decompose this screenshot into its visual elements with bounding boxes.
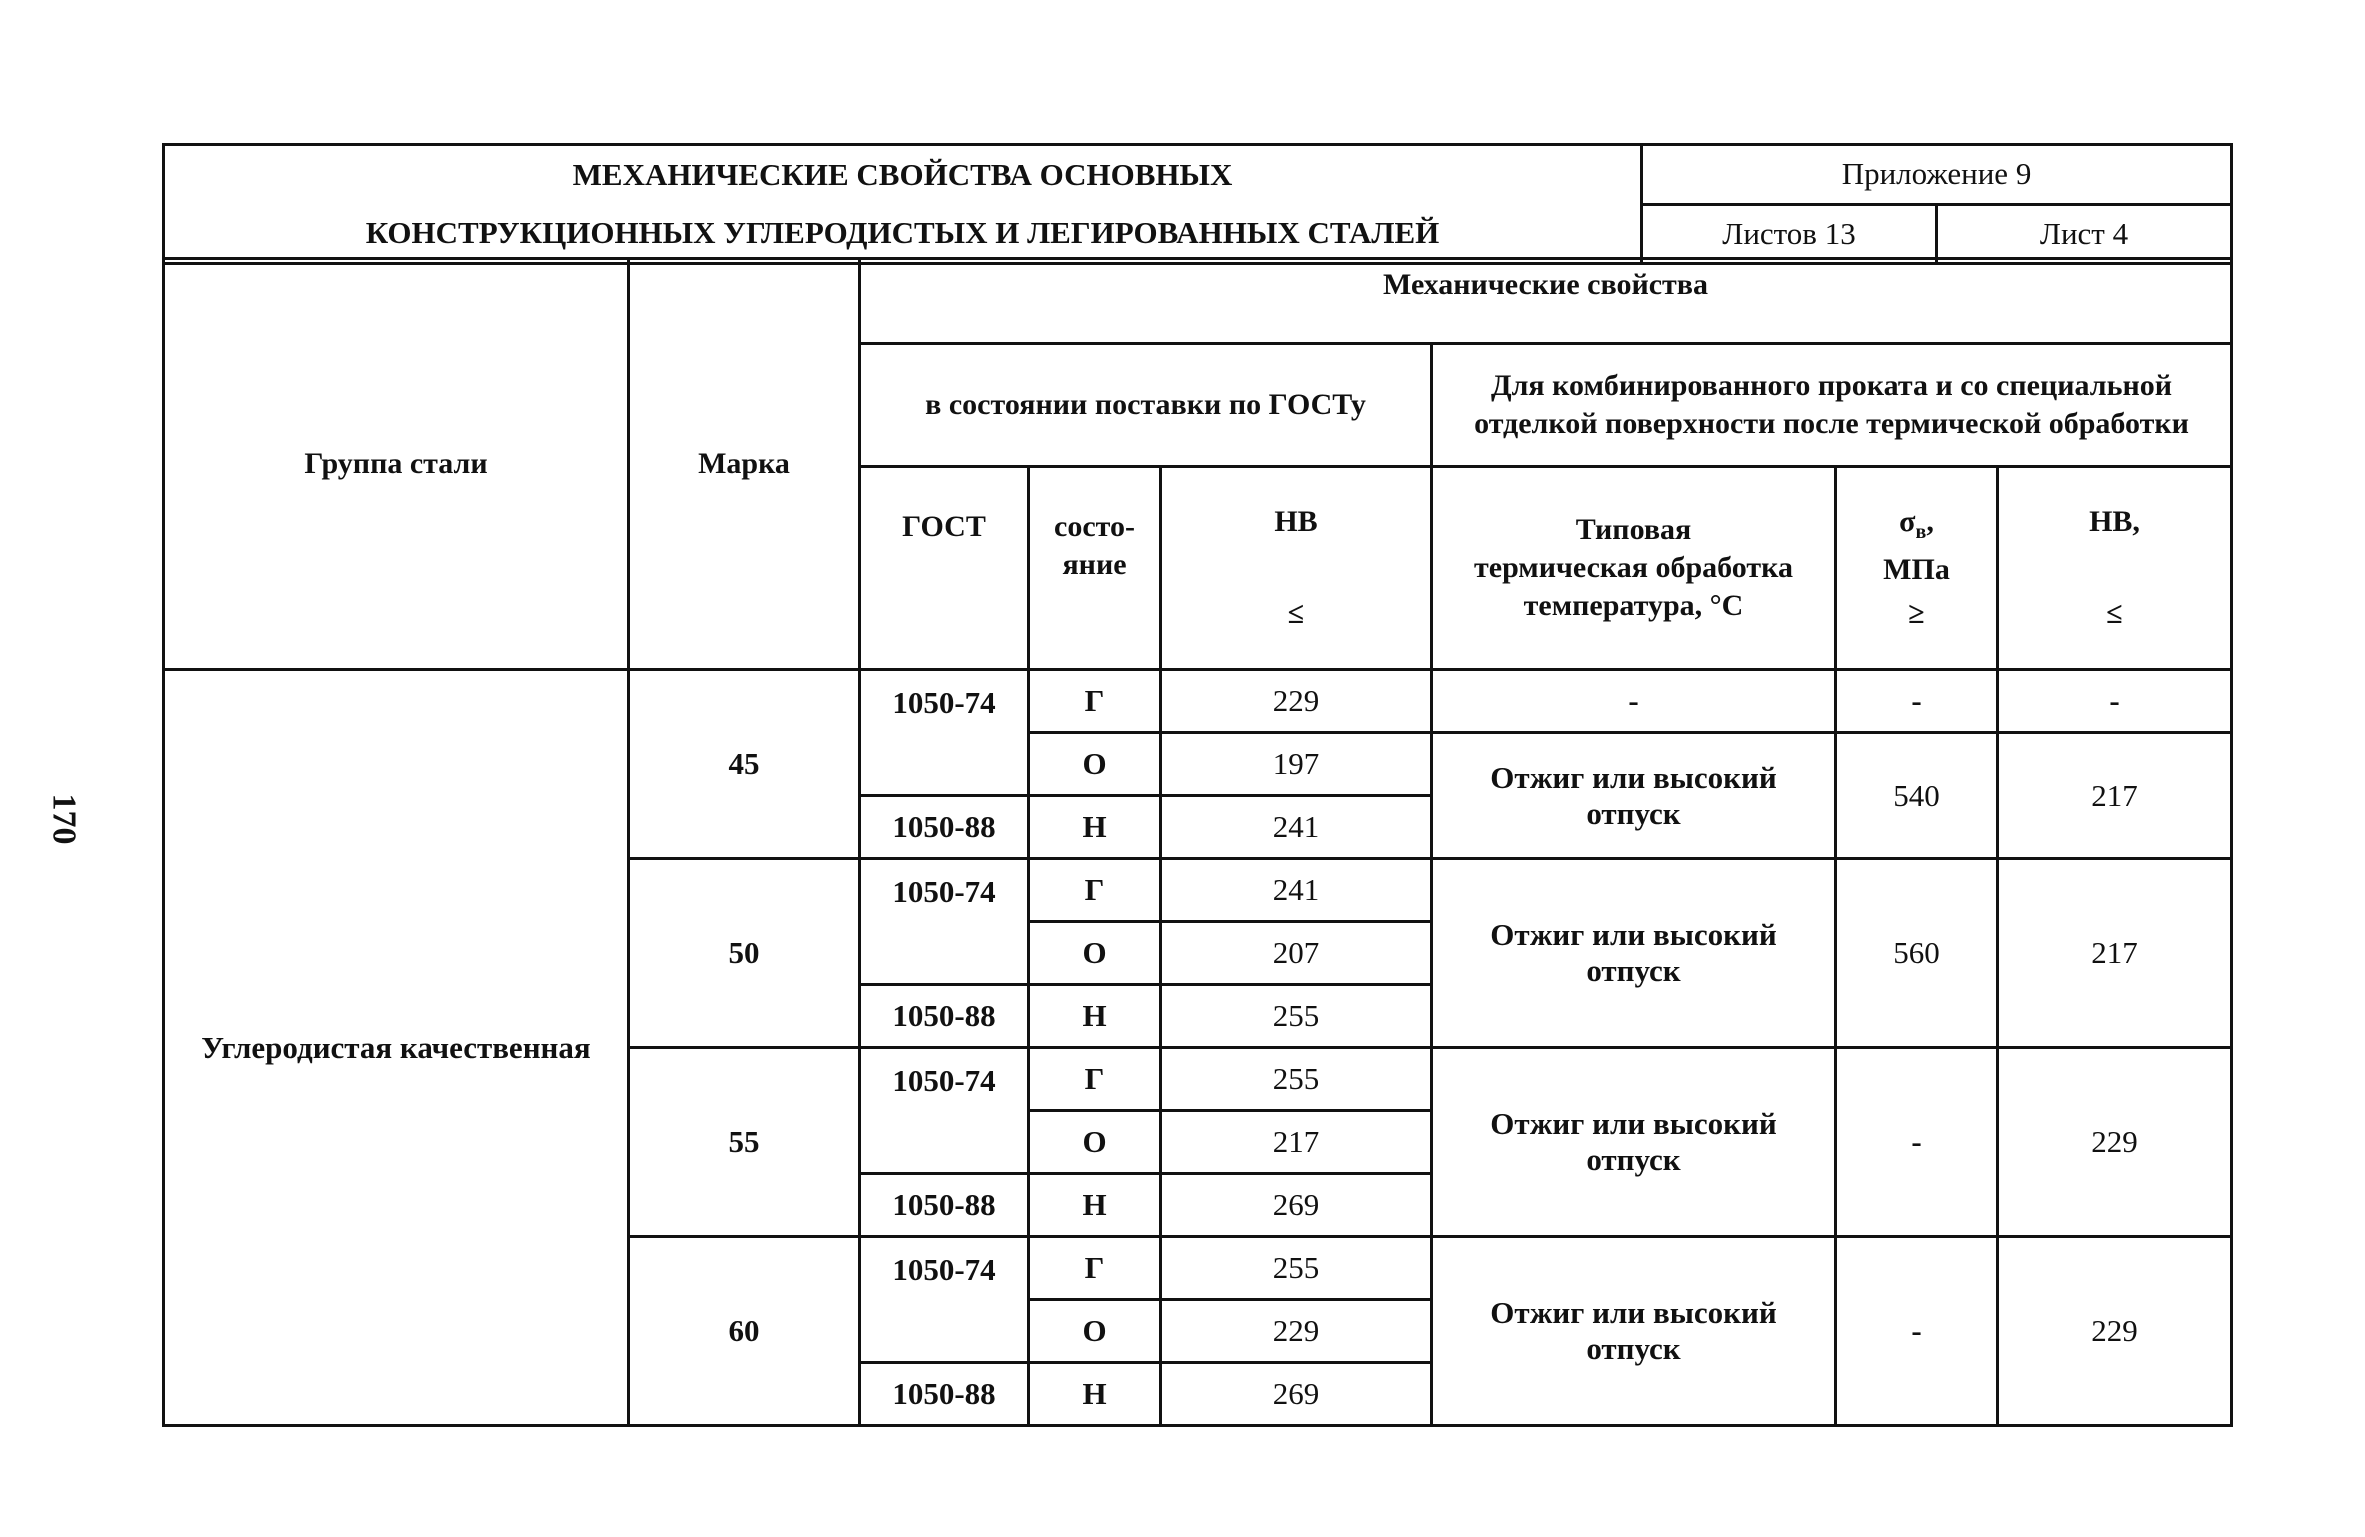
- hb-cell: 241: [1161, 796, 1432, 859]
- title-line-2: КОНСТРУКЦИОННЫХ УГЛЕРОДИСТЫХ И ЛЕГИРОВАННЫХ СТАЛЕЙ: [365, 215, 1440, 250]
- col-sigma: [1836, 467, 1998, 670]
- table-row: [164, 670, 2232, 733]
- hb-cell: 197: [1161, 733, 1432, 796]
- hb-cell: 207: [1161, 922, 1432, 985]
- treatment-cell: [1432, 1048, 1836, 1237]
- col-steel-group: Группа стали: [164, 259, 629, 670]
- state-cell: Н: [1029, 796, 1161, 859]
- hb-cell: 229: [1161, 1300, 1432, 1363]
- gost-cell: 1050-74: [860, 859, 1029, 985]
- title-line-1: МЕХАНИЧЕСКИЕ СВОЙСТВА ОСНОВНЫХ: [572, 157, 1233, 192]
- col-state-line-1: состо-: [1054, 510, 1135, 543]
- state-cell: Н: [1029, 1174, 1161, 1237]
- state-cell: О: [1029, 922, 1161, 985]
- state-cell: Г: [1029, 1237, 1161, 1300]
- hb-cell: 255: [1161, 1237, 1432, 1300]
- hb-cell: 269: [1161, 1363, 1432, 1426]
- col-heat-line-1: Типовая: [1575, 513, 1692, 546]
- hb-cell: 241: [1161, 859, 1432, 922]
- sigma-cell: 560: [1836, 859, 1998, 1048]
- col-combined: Для комбинированного проката и со специальной отделкой поверхности после термической обработки: [1432, 344, 2232, 467]
- treatment-cell: [1432, 859, 1836, 1048]
- col-mech-props: Механические свойства: [860, 259, 2232, 344]
- page-number: 170: [45, 793, 83, 845]
- col-grade: Марка: [629, 259, 860, 670]
- state-cell: Н: [1029, 985, 1161, 1048]
- grade-cell: 55: [629, 1048, 860, 1237]
- col-hb: [1161, 467, 1432, 670]
- gost-cell: 1050-74: [860, 1237, 1029, 1363]
- state-cell: О: [1029, 733, 1161, 796]
- col-hb-after-label: HB,: [2089, 505, 2140, 538]
- grade-cell: 45: [629, 670, 860, 859]
- grade-cell: 60: [629, 1237, 860, 1426]
- sigma-cell: 540: [1836, 733, 1998, 859]
- hb-after-cell: 217: [1998, 859, 2232, 1048]
- treatment-cell: -: [1432, 670, 1836, 733]
- hb-after-cell: 217: [1998, 733, 2232, 859]
- state-cell: О: [1029, 1111, 1161, 1174]
- col-sigma-symbol: σ: [1899, 505, 1916, 538]
- sigma-cell: -: [1836, 1237, 1998, 1426]
- col-hb-le: ≤: [1287, 597, 1305, 630]
- treatment-cell: [1432, 733, 1836, 859]
- col-sigma-sub: в: [1915, 521, 1927, 543]
- sheets-total: Листов 13: [1642, 204, 1937, 264]
- steel-group-cell: Углеродистая качественная: [164, 670, 629, 1426]
- treatment-line-1: Отжиг или высокий: [1490, 1295, 1777, 1330]
- treatment-cell: [1432, 1237, 1836, 1426]
- treatment-line-2: отпуск: [1586, 795, 1681, 831]
- col-delivery-state: в состоянии поставки по ГОСТу: [860, 344, 1432, 467]
- hb-cell: 269: [1161, 1174, 1432, 1237]
- col-state-line-2: яние: [1062, 548, 1127, 581]
- grade-cell: 50: [629, 859, 860, 1048]
- col-sigma-ge: ≥: [1908, 597, 1925, 630]
- state-cell: Н: [1029, 1363, 1161, 1426]
- col-gost: ГОСТ: [860, 467, 1029, 670]
- treatment-line-2: отпуск: [1586, 1142, 1681, 1177]
- gost-cell: 1050-88: [860, 1174, 1029, 1237]
- document-header: [162, 143, 2233, 265]
- gost-cell: 1050-74: [860, 1048, 1029, 1174]
- state-cell: Г: [1029, 859, 1161, 922]
- state-cell: Г: [1029, 670, 1161, 733]
- document-title: [164, 145, 1642, 264]
- treatment-line-1: Отжиг или высокий: [1490, 759, 1777, 795]
- gost-cell: 1050-88: [860, 985, 1029, 1048]
- col-state: [1029, 467, 1161, 670]
- treatment-line-2: отпуск: [1586, 953, 1681, 988]
- sheet-number: Лист 4: [1937, 204, 2232, 264]
- col-heat-treatment: [1432, 467, 1836, 670]
- col-heat-line-3: температура, °С: [1523, 589, 1744, 622]
- col-hb-after-le: ≤: [2106, 597, 2123, 630]
- state-cell: О: [1029, 1300, 1161, 1363]
- gost-cell: 1050-88: [860, 796, 1029, 859]
- hb-cell: 255: [1161, 1048, 1432, 1111]
- hb-cell: 255: [1161, 985, 1432, 1048]
- treatment-line-2: отпуск: [1586, 1331, 1681, 1366]
- col-sigma-comma: ,: [1926, 505, 1934, 538]
- treatment-line-1: Отжиг или высокий: [1490, 917, 1777, 952]
- gost-cell: 1050-88: [860, 1363, 1029, 1426]
- appendix-label: Приложение 9: [1642, 145, 2232, 205]
- hb-after-cell: 229: [1998, 1237, 2232, 1426]
- state-cell: Г: [1029, 1048, 1161, 1111]
- hb-after-cell: -: [1998, 670, 2232, 733]
- hb-cell: 229: [1161, 670, 1432, 733]
- hb-after-cell: 229: [1998, 1048, 2232, 1237]
- properties-table: [162, 257, 2233, 1427]
- col-heat-line-2: термическая обработка: [1474, 551, 1793, 584]
- sigma-cell: -: [1836, 1048, 1998, 1237]
- sigma-cell: -: [1836, 670, 1998, 733]
- hb-cell: 217: [1161, 1111, 1432, 1174]
- col-sigma-unit: МПа: [1883, 553, 1950, 586]
- gost-cell: 1050-74: [860, 670, 1029, 796]
- col-hb-label: HB: [1274, 505, 1318, 538]
- treatment-line-1: Отжиг или высокий: [1490, 1106, 1777, 1141]
- col-hb-after: [1998, 467, 2232, 670]
